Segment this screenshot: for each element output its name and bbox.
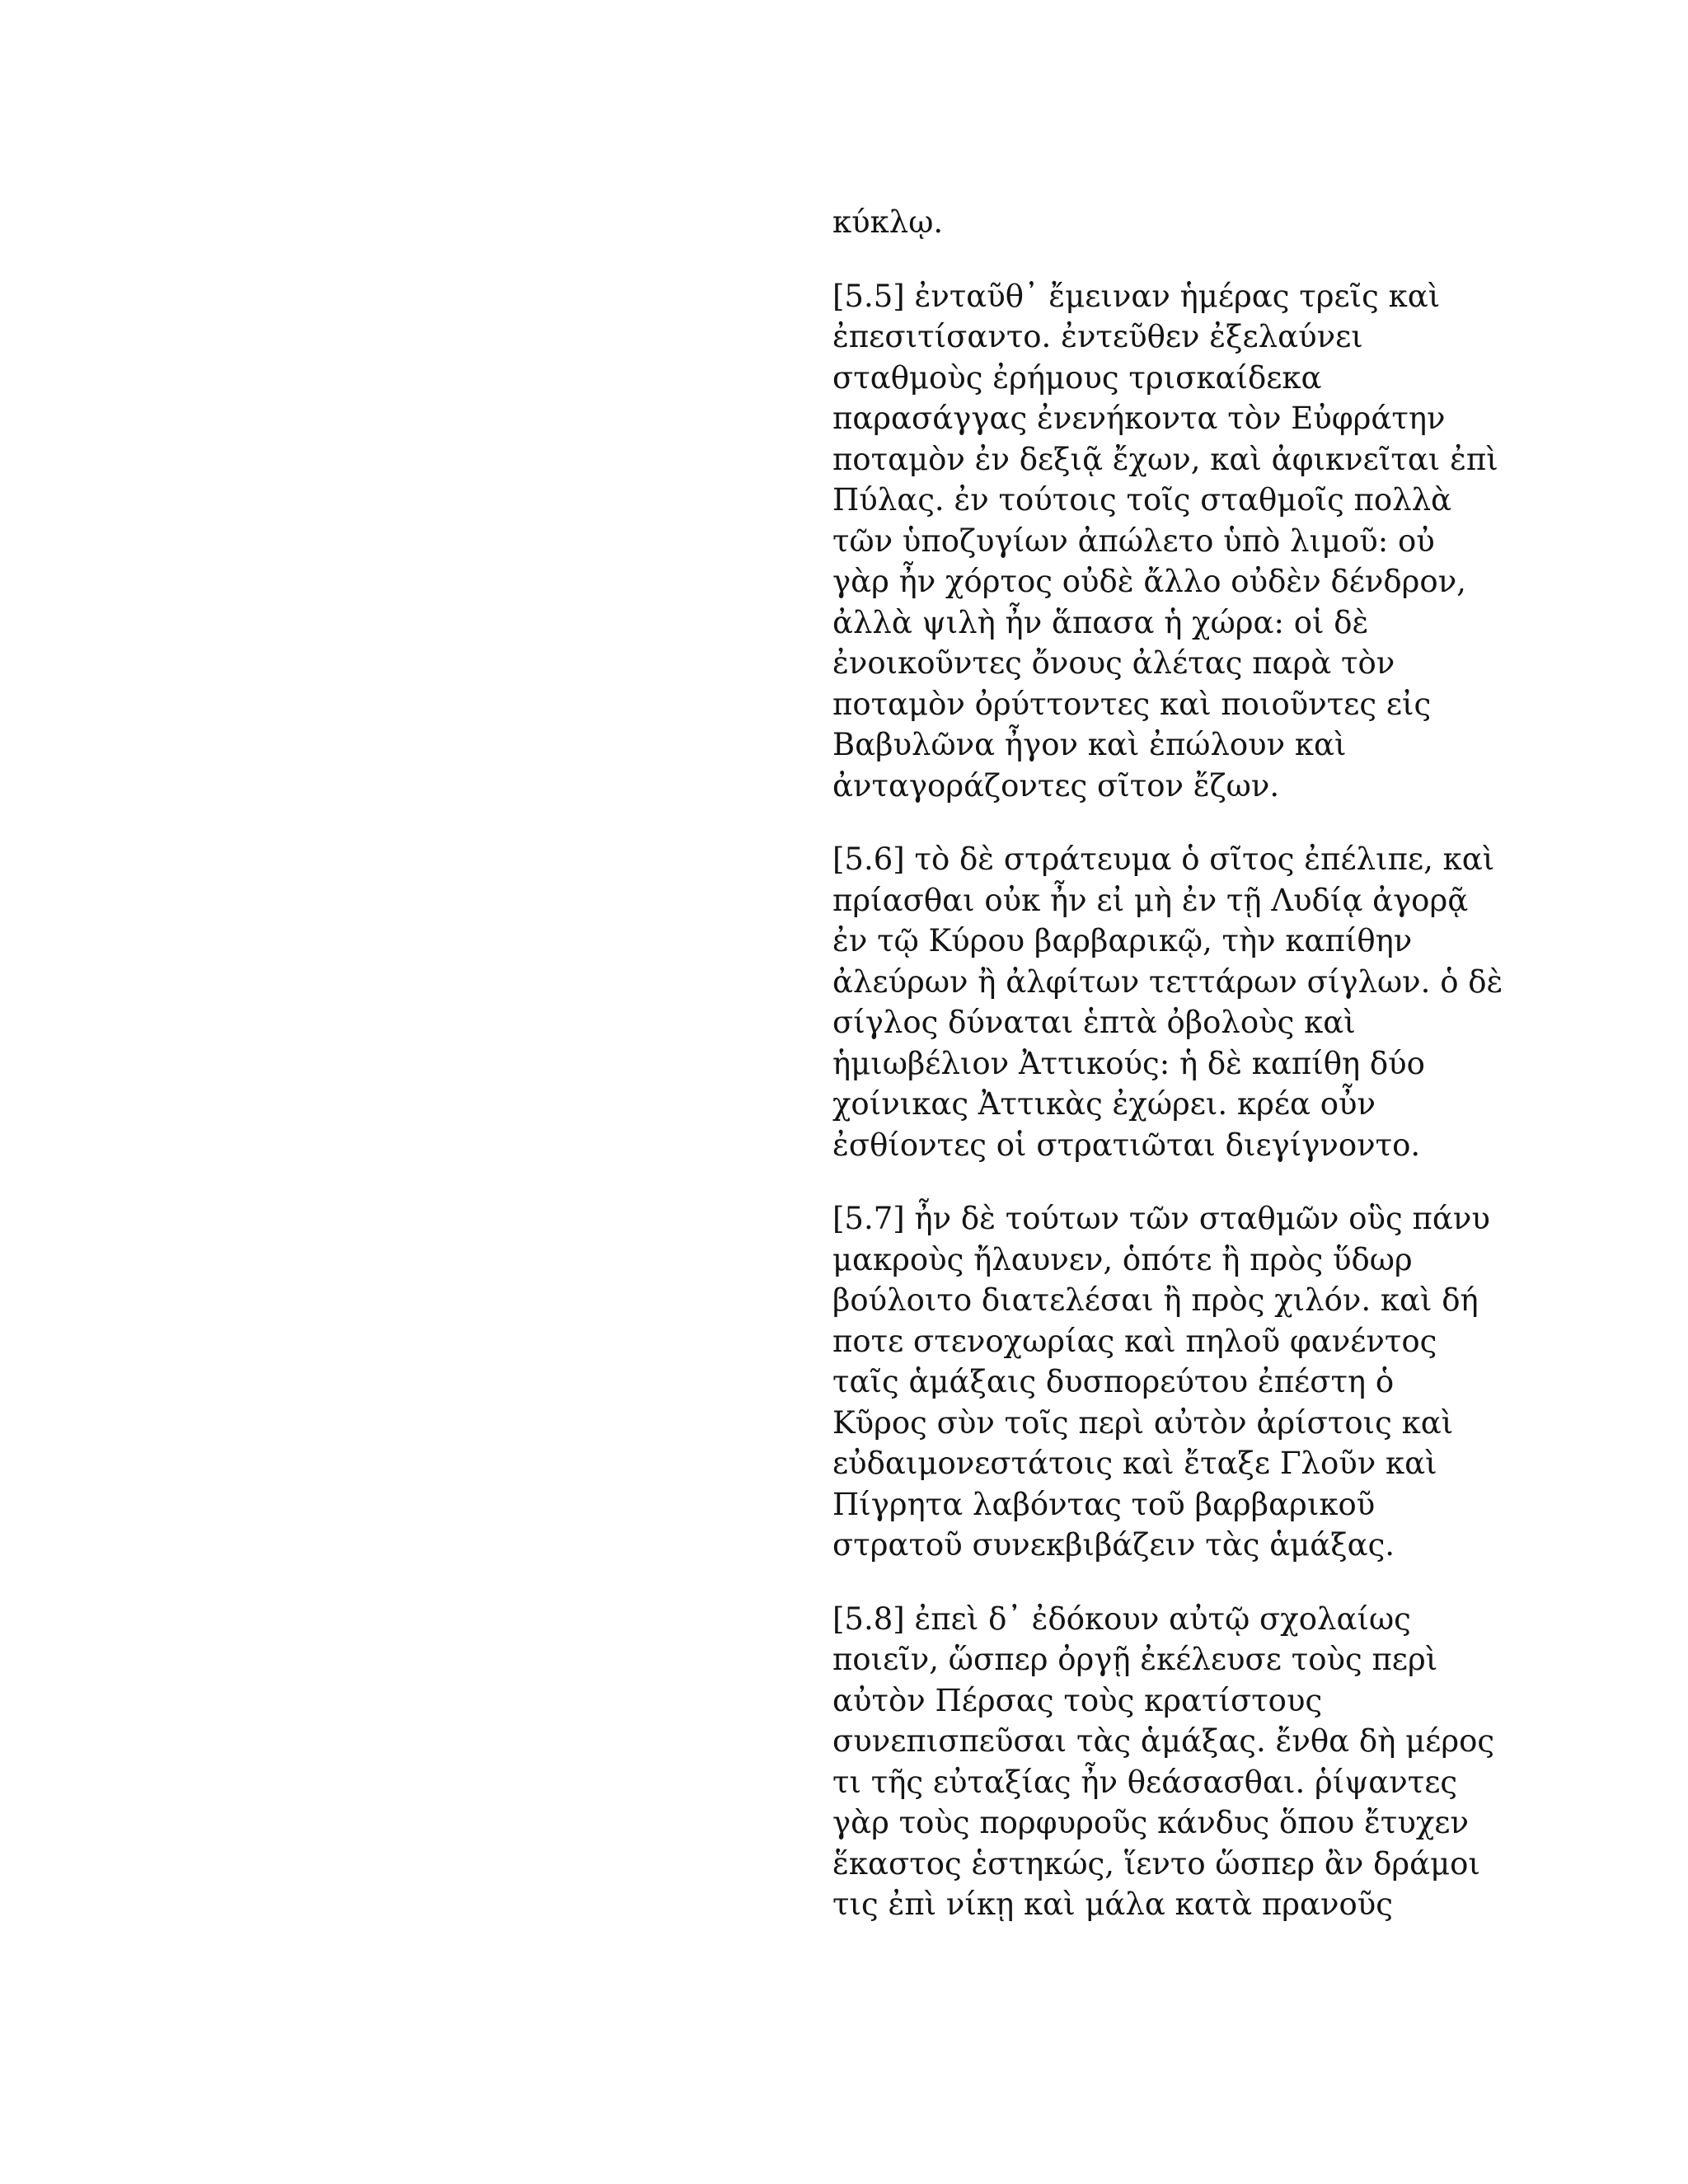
text-line: παρασάγγας ἐνενήκοντα τὸν Εὐφράτην [832,401,1446,436]
text-line: ἐν τῷ Κύρου βαρβαρικῷ, τὴν καπίθην [832,923,1413,958]
text-line: ποταμὸν ἐν δεξιᾷ ἔχων, καὶ ἀφικνεῖται ἐπὶ [832,441,1498,477]
text-line: χοίνικας Ἀττικὰς ἐχώρει. κρέα οὖν [832,1086,1376,1122]
paragraph-5-7 [832,1198,1490,1566]
text-line: [5.7] ἦν δὲ τούτων τῶν σταθμῶν οὓς πάνυ [832,1201,1490,1236]
text-line: μακροὺς ἤλαυνεν, ὁπότε ἢ πρὸς ὕδωρ [832,1241,1413,1277]
text-line: ποταμὸν ὀρύττοντες καὶ ποιοῦντες εἰς [832,686,1432,722]
text-line: τῶν ὑποζυγίων ἀπώλετο ὑπὸ λιμοῦ: οὐ [832,523,1435,559]
text-line: ποτε στενοχωρίας καὶ πηλοῦ φανέντος [832,1323,1437,1359]
text-line: πρίασθαι οὐκ ἦν εἰ μὴ ἐν τῇ Λυδίᾳ ἀγορᾷ [832,882,1469,918]
text-line: Βαβυλῶνα ἦγον καὶ ἐπώλουν καὶ [832,727,1347,762]
text-line: εὐδαιμονεστάτοις καὶ ἔταξε Γλοῦν καὶ [832,1446,1437,1481]
text-line: στρατοῦ συνεκβιβάζειν τὰς ἁμάξας. [832,1527,1395,1563]
text-line: [5.5] ἐνταῦθ᾽ ἔμειναν ἡμέρας τρεῖς καὶ [832,278,1441,314]
text-line: γὰρ ἦν χόρτος οὐδὲ ἄλλο οὐδὲν δένδρον, [832,564,1466,599]
text-line: ἕκαστος ἑστηκώς, ἵεντο ὥσπερ ἂν δράμοι [832,1845,1480,1882]
text-line: [5.6] τὸ δὲ στράτευμα ὁ σῖτος ἐπέλιπε, καὶ [832,841,1495,877]
paragraph-5-8 [832,1599,1495,1925]
text-line: ποιεῖν, ὥσπερ ὀργῇ ἐκέλευσε τοὺς περὶ [832,1642,1438,1677]
text-line: Κῦρος σὺν τοῖς περὶ αὐτὸν ἀρίστοις καὶ [832,1404,1454,1441]
paragraph-5-6 [832,839,1503,1165]
text-line: τις ἐπὶ νίκῃ καὶ μάλα κατὰ πρανοῦς [832,1886,1393,1922]
text-line: αὐτὸν Πέρσας τοὺς κρατίστους [832,1682,1323,1718]
paragraph-5-5 [832,276,1498,807]
text-line: ταῖς ἁμάξαις δυσπορεύτου ἐπέστη ὁ [832,1364,1395,1399]
text-line: κύκλῳ. [832,204,944,240]
text-column [832,202,1503,1958]
text-line: σίγλος δύναται ἑπτὰ ὀβολοὺς καὶ [832,1005,1356,1040]
text-line: ἐνοικοῦντες ὄνους ἀλέτας παρὰ τὸν [832,645,1395,681]
text-line: τι τῆς εὐταξίας ἦν θεάσασθαι. ῥίψαντες [832,1764,1458,1800]
text-line: γὰρ τοὺς πορφυροῦς κάνδυς ὅπου ἔτυχεν [832,1805,1469,1840]
text-line: [5.8] ἐπεὶ δ᾽ ἐδόκουν αὐτῷ σχολαίως [832,1601,1411,1637]
text-line: σταθμοὺς ἐρήμους τρισκαίδεκα [832,359,1322,396]
paragraph-continuation [832,202,1459,243]
text-line: ἐπεσιτίσαντο. ἐντεῦθεν ἐξελαύνει [832,319,1363,354]
text-line: βούλοιτο διατελέσαι ἢ πρὸς χιλόν. καὶ δή [832,1282,1479,1318]
text-line: ἐσθίοντες οἱ στρατιῶται διεγίγνοντο. [832,1127,1421,1163]
text-line: ἡμιωβέλιον Ἀττικούς: ἡ δὲ καπίθη δύο [832,1045,1425,1081]
text-line: ἀνταγοράζοντες σῖτον ἔζων. [832,767,1280,804]
text-line: Πίγρητα λαβόντας τοῦ βαρβαρικοῦ [832,1486,1376,1522]
text-line: συνεπισπεῦσαι τὰς ἁμάξας. ἔνθα δὴ μέρος [832,1723,1495,1759]
text-line: Πύλας. ἐν τούτοις τοῖς σταθμοῖς πολλὰ [832,482,1452,518]
text-line: ἀλεύρων ἢ ἀλφίτων τεττάρων σίγλων. ὁ δὲ [832,963,1503,1000]
text-line: ἀλλὰ ψιλὴ ἦν ἅπασα ἡ χώρα: οἱ δὲ [832,604,1369,640]
